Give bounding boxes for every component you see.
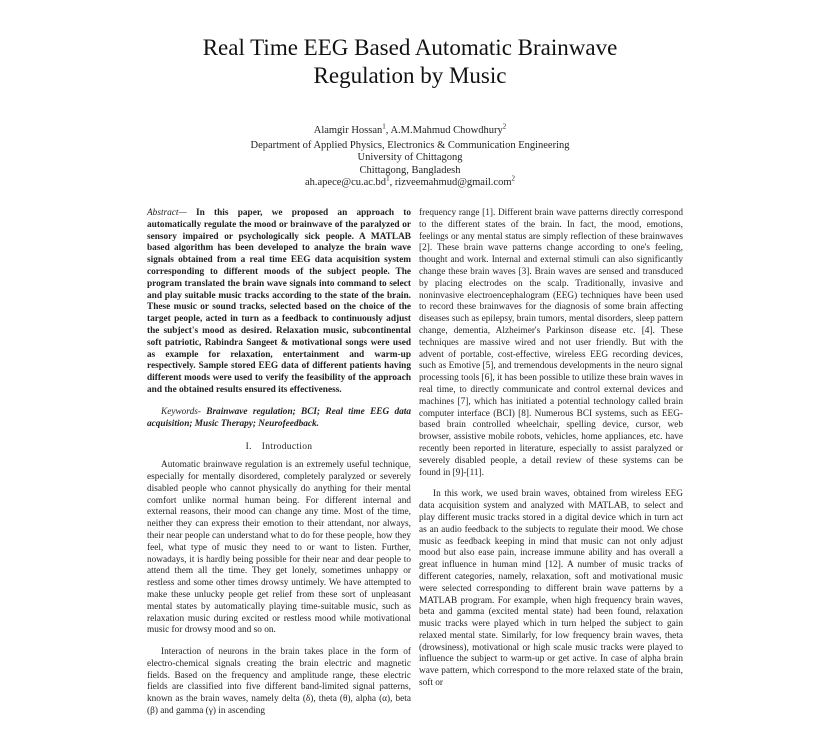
email-2[interactable]: rizveemahmud@gmail.com [394,177,512,189]
keywords-text: Brainwave regulation; BCI; Real time EEG data acquisition; Music Therapy; Neurofeedback. [147,406,411,429]
author-2-sup: 2 [502,122,507,131]
section-number: I. [245,442,252,453]
author-names [0,122,820,138]
abstract-text: In this paper, we proposed an approach to automatically regulate the mood or brainwave of the paralyzed or sensory impaired or psychologically sick people. A MATLAB based algorithm has been developed to analyze the brain wave signals obtained from a real time EEG data acquisition system corresponding to different moods of the subject people. The program translated the brain wave signals into command to select and play suitable music tracks according to the state of the brain. These music or sound tracks, selected based on the choice of the target people, acted in turn as a feedback to continuously adjust the subject's mood as desired. Relaxation music, subcontinental soft patriotic, Rabindra Sangeet & motivational songs were used as example for relaxation, entertainment and warm-up respectively. Sample stored EEG data of different patients having different moods were used to verify the feasibility of the approach and the obtained results ensured its effectiveness. [147,208,411,395]
section-heading [147,442,411,454]
body-paragraph-3: frequency range [1]. Different brain wave patterns directly correspond to the different states of the brain. In fact, the mood, emotions, feelings or any mental status are simply reflection of these brainwaves [2]. These brain wave patterns change according to one's feeling, thought and work. Internal and external stimuli can also significantly change these brain waves [3]. Brain waves are sensed and transduced by placing electrodes on the scalp. Traditionally, invasive and noninvasive electroencephalogram (EEG) techniques have been used to record these brainwaves for the diagnosis of some brain affecting diseases such as epilepsy, brain tumors, mental disorders, sleep pattern change, dementia, Alzheimer's Parkinson disease etc. [4]. These techniques are massive wired and not user friendly. But with the advent of portable, cost-effective, wireless EEG recording devices, such as Emotive [5], and tremendous developments in the neuro signal processing tools [6], it has been possible to utilize these brain waves in real time, to directly communicate and control external devices and machines [7], which has initiated a potential technology called brain computer interface (BCI) [8]. Numerous BCI systems, such as EEG-based brain controlled wheelchair, spelling device, cursor, web browser, assistive mobile robots, vehicles, home appliances, etc. have recently been reported in literature, especially to assist paralyzed or severely disabled people, a detail review of these systems can be found in [9]-[11]. [419,208,683,478]
body-paragraph-2: Interaction of neurons in the brain takes place in the form of electro-chemical signals creating the brain electric and magnetic fields. Based on the frequency and amplitude range, these electric fields are classified into five different band-limited signal patterns, known as the brain waves, namely delta (δ), theta (θ), alpha (α), beta (β) and gamma (γ) in ascending [147,647,411,717]
email-separator: , [389,177,395,189]
abstract [147,208,411,397]
title-line-1: Real Time EEG Based Automatic Brainwave [202,35,618,60]
left-column [147,208,411,718]
author-2: A.M.Mahmud Chowdhury [390,125,503,136]
body-paragraph-4: In this work, we used brain waves, obtained from wireless EEG data acquisition system and analyzed with MATLAB, to select and play different music tracks stored in a digital device which in turn act as an audio feedback to the subjects to regulate their mood. We chose music as feedback keeping in mind that music can not only adjust mood but also ease pain, increase immune ability and has overall a great influence in human mind [12]. A number of music tracks of different categories, namely, relaxation, soft and motivational music were selected corresponding to different brain wave patterns by a MATLAB program. For example, when high frequency brain waves, beta and gamma (excited mental state) had been found, relaxation music tracks were played which in turn helped the subject to gain relaxed mental state. Similarly, for low frequency brain waves, theta (drowsiness), motivational or high scale music tracks were played to influence the subject to warm-up or get active. In case of alpha brain wave pattern, which correspond to the more relaxed state of the brain, soft or [419,489,683,689]
paper-title [0,34,820,90]
section-title: Introduction [261,442,313,453]
email-2-sup: 2 [511,174,515,183]
author-block [0,122,820,190]
keywords [147,407,411,431]
city: Chittagong, Bangladesh [359,164,461,176]
email-1[interactable]: ah.apece@cu.ac.bd [304,177,387,189]
right-column [419,208,683,690]
author-1: Alamgir Hossan [313,125,383,136]
body-paragraph-1: Automatic brainwave regulation is an extremely useful technique, especially for mentally disordered, completely paralyzed or severely disabled people who cannot physically do anything for their mental comfort unlike normal human being. For different internal and external reasons, their mood can change any time. Most of the time, neither they can express their emotion to their attendant, nor always, their near people can understand what to do for these people, how they feel, what type of music they need to or want to listen. Further, nowadays, it is hardly being possible for their near and dear people to attend them all the time. They get lonely, sometimes unhappy or restless and some other times drowsy untimely. We have attempted to make these unlucky people get relief from these sort of unpleasant mental states by automatically playing time-suitable music, such as relaxation music during excited or restless mood while motivational music for drowsy mood and so on. [147,460,411,636]
title-line-2: Regulation by Music [313,63,507,88]
emails [0,174,820,190]
abstract-lead: Abstract— [147,208,187,218]
affiliation: Department of Applied Physics, Electronics & Communication Engineering [250,139,570,151]
author-1-sup: 1 [382,122,386,131]
email-1-sup: 1 [386,174,390,183]
keywords-lead: Keywords- [161,406,201,417]
author-separator: , [385,125,391,136]
university: University of Chittagong [357,152,463,164]
